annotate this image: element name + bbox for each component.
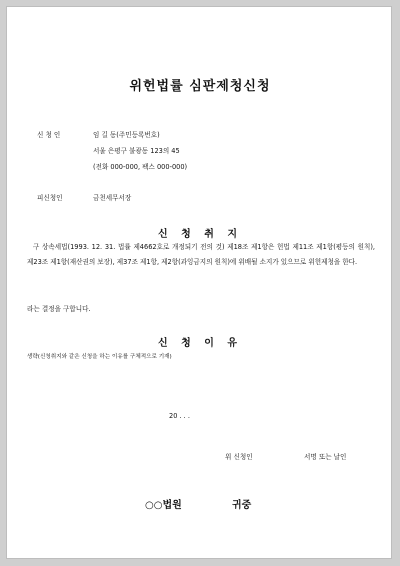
document-page bbox=[6, 6, 392, 559]
court-name: ○○법원 bbox=[145, 500, 182, 511]
applicant-name: 임 길 동(주민등록번호) bbox=[93, 131, 160, 139]
signature-label: 위 신청인 bbox=[225, 453, 253, 461]
signature-mark: 서명 또는 날인 bbox=[304, 453, 347, 461]
respondent-label: 피신청인 bbox=[37, 194, 63, 202]
purpose-body: 구 상속세법(1993. 12. 31. 법률 제4662호로 개정되기 전의 것) 제18조 제1항은 헌법 제11조 제1항(평등의 원칙), 제23조 제1항(재산권의 보장), 제37조 제1항, 제2항(과잉금지의 원칙)에 위배될 소지가 있으므로 위헌제청을 한다. bbox=[27, 243, 375, 266]
court-honorific: 귀중 bbox=[232, 500, 252, 511]
applicant-contact: (전화 000-000, 팩스 000-000) bbox=[93, 163, 188, 171]
date-line: 20 . . . bbox=[169, 412, 190, 420]
purpose-closing: 라는 결정을 구합니다. bbox=[27, 305, 91, 313]
applicant-address: 서울 은평구 불광동 123의 45 bbox=[93, 147, 180, 155]
reason-heading: 신 청 이 유 bbox=[157, 338, 243, 349]
purpose-heading: 신 청 취 지 bbox=[157, 229, 243, 240]
reason-note: 생략(신청취지와 같은 신청을 하는 이유를 구체적으로 기재) bbox=[27, 354, 172, 360]
document-title: 위헌법률 심판제청신청 bbox=[129, 79, 271, 94]
respondent-value: 금천세무서장 bbox=[93, 194, 132, 202]
applicant-label: 신 청 인 bbox=[37, 131, 61, 139]
